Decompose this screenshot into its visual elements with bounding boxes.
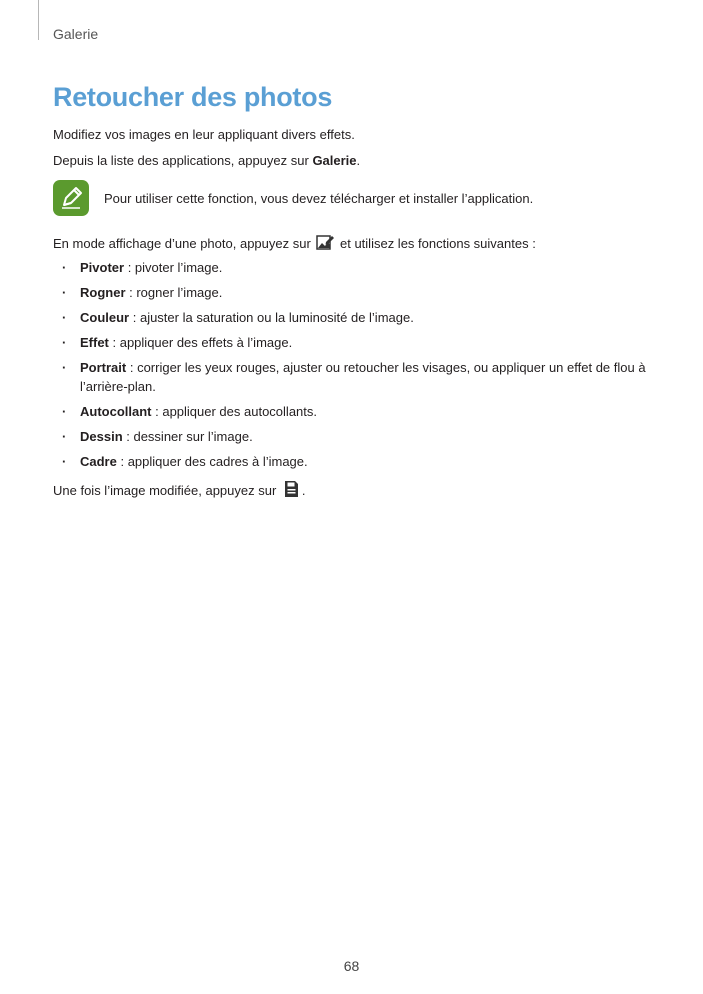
closing-prefix: Une fois l’image modifiée, appuyez sur xyxy=(53,483,280,498)
function-desc: : pivoter l’image. xyxy=(124,260,223,275)
list-item xyxy=(53,402,653,421)
intro-line-2-suffix: . xyxy=(356,153,361,168)
mode-suffix: et utilisez les fonctions suivantes : xyxy=(336,236,536,251)
list-item xyxy=(53,333,653,352)
list-item xyxy=(53,427,653,446)
function-desc: : corriger les yeux rouges, ajuster ou retoucher les visages, ou appliquer un effet de flou à l’arrière-plan. xyxy=(80,360,646,394)
section-title: Galerie xyxy=(53,26,99,42)
closing-suffix: . xyxy=(301,483,306,498)
function-name: Cadre xyxy=(80,454,117,469)
note-text: Pour utiliser cette fonction, vous devez télécharger et installer l’application. xyxy=(104,191,534,206)
closing-instruction xyxy=(53,480,306,500)
list-item xyxy=(53,258,653,277)
intro-line-1: Modifiez vos images en leur appliquant divers effets. xyxy=(53,127,355,142)
function-name: Rogner xyxy=(80,285,126,300)
function-desc: : ajuster la saturation ou la luminosité de l’image. xyxy=(129,310,414,325)
mode-prefix: En mode affichage d’une photo, appuyez sur xyxy=(53,236,315,251)
page-number: 68 xyxy=(343,958,360,974)
intro-line-2 xyxy=(53,152,360,170)
function-desc: : appliquer des autocollants. xyxy=(151,404,317,419)
header-rule xyxy=(38,0,39,40)
mode-instruction xyxy=(53,233,536,253)
function-name: Dessin xyxy=(80,429,123,444)
pencil-note-icon xyxy=(53,180,89,216)
functions-list xyxy=(53,258,653,477)
function-name: Autocollant xyxy=(80,404,152,419)
list-item xyxy=(53,358,653,396)
function-name: Effet xyxy=(80,335,109,350)
save-icon xyxy=(282,480,300,498)
page-title: Retoucher des photos xyxy=(53,82,333,112)
function-desc: : rogner l’image. xyxy=(125,285,223,300)
function-name: Portrait xyxy=(80,360,127,375)
edit-photo-icon xyxy=(316,233,334,251)
intro-line-2-prefix: Depuis la liste des applications, appuyez sur xyxy=(53,153,313,168)
note-box xyxy=(53,180,653,218)
function-desc: : appliquer des cadres à l’image. xyxy=(116,454,308,469)
function-desc: : dessiner sur l’image. xyxy=(122,429,253,444)
list-item xyxy=(53,308,653,327)
function-name: Couleur xyxy=(80,310,130,325)
gallery-app-name: Galerie xyxy=(312,153,357,168)
function-desc: : appliquer des effets à l’image. xyxy=(108,335,293,350)
list-item xyxy=(53,283,653,302)
function-name: Pivoter xyxy=(80,260,125,275)
list-item xyxy=(53,452,653,471)
